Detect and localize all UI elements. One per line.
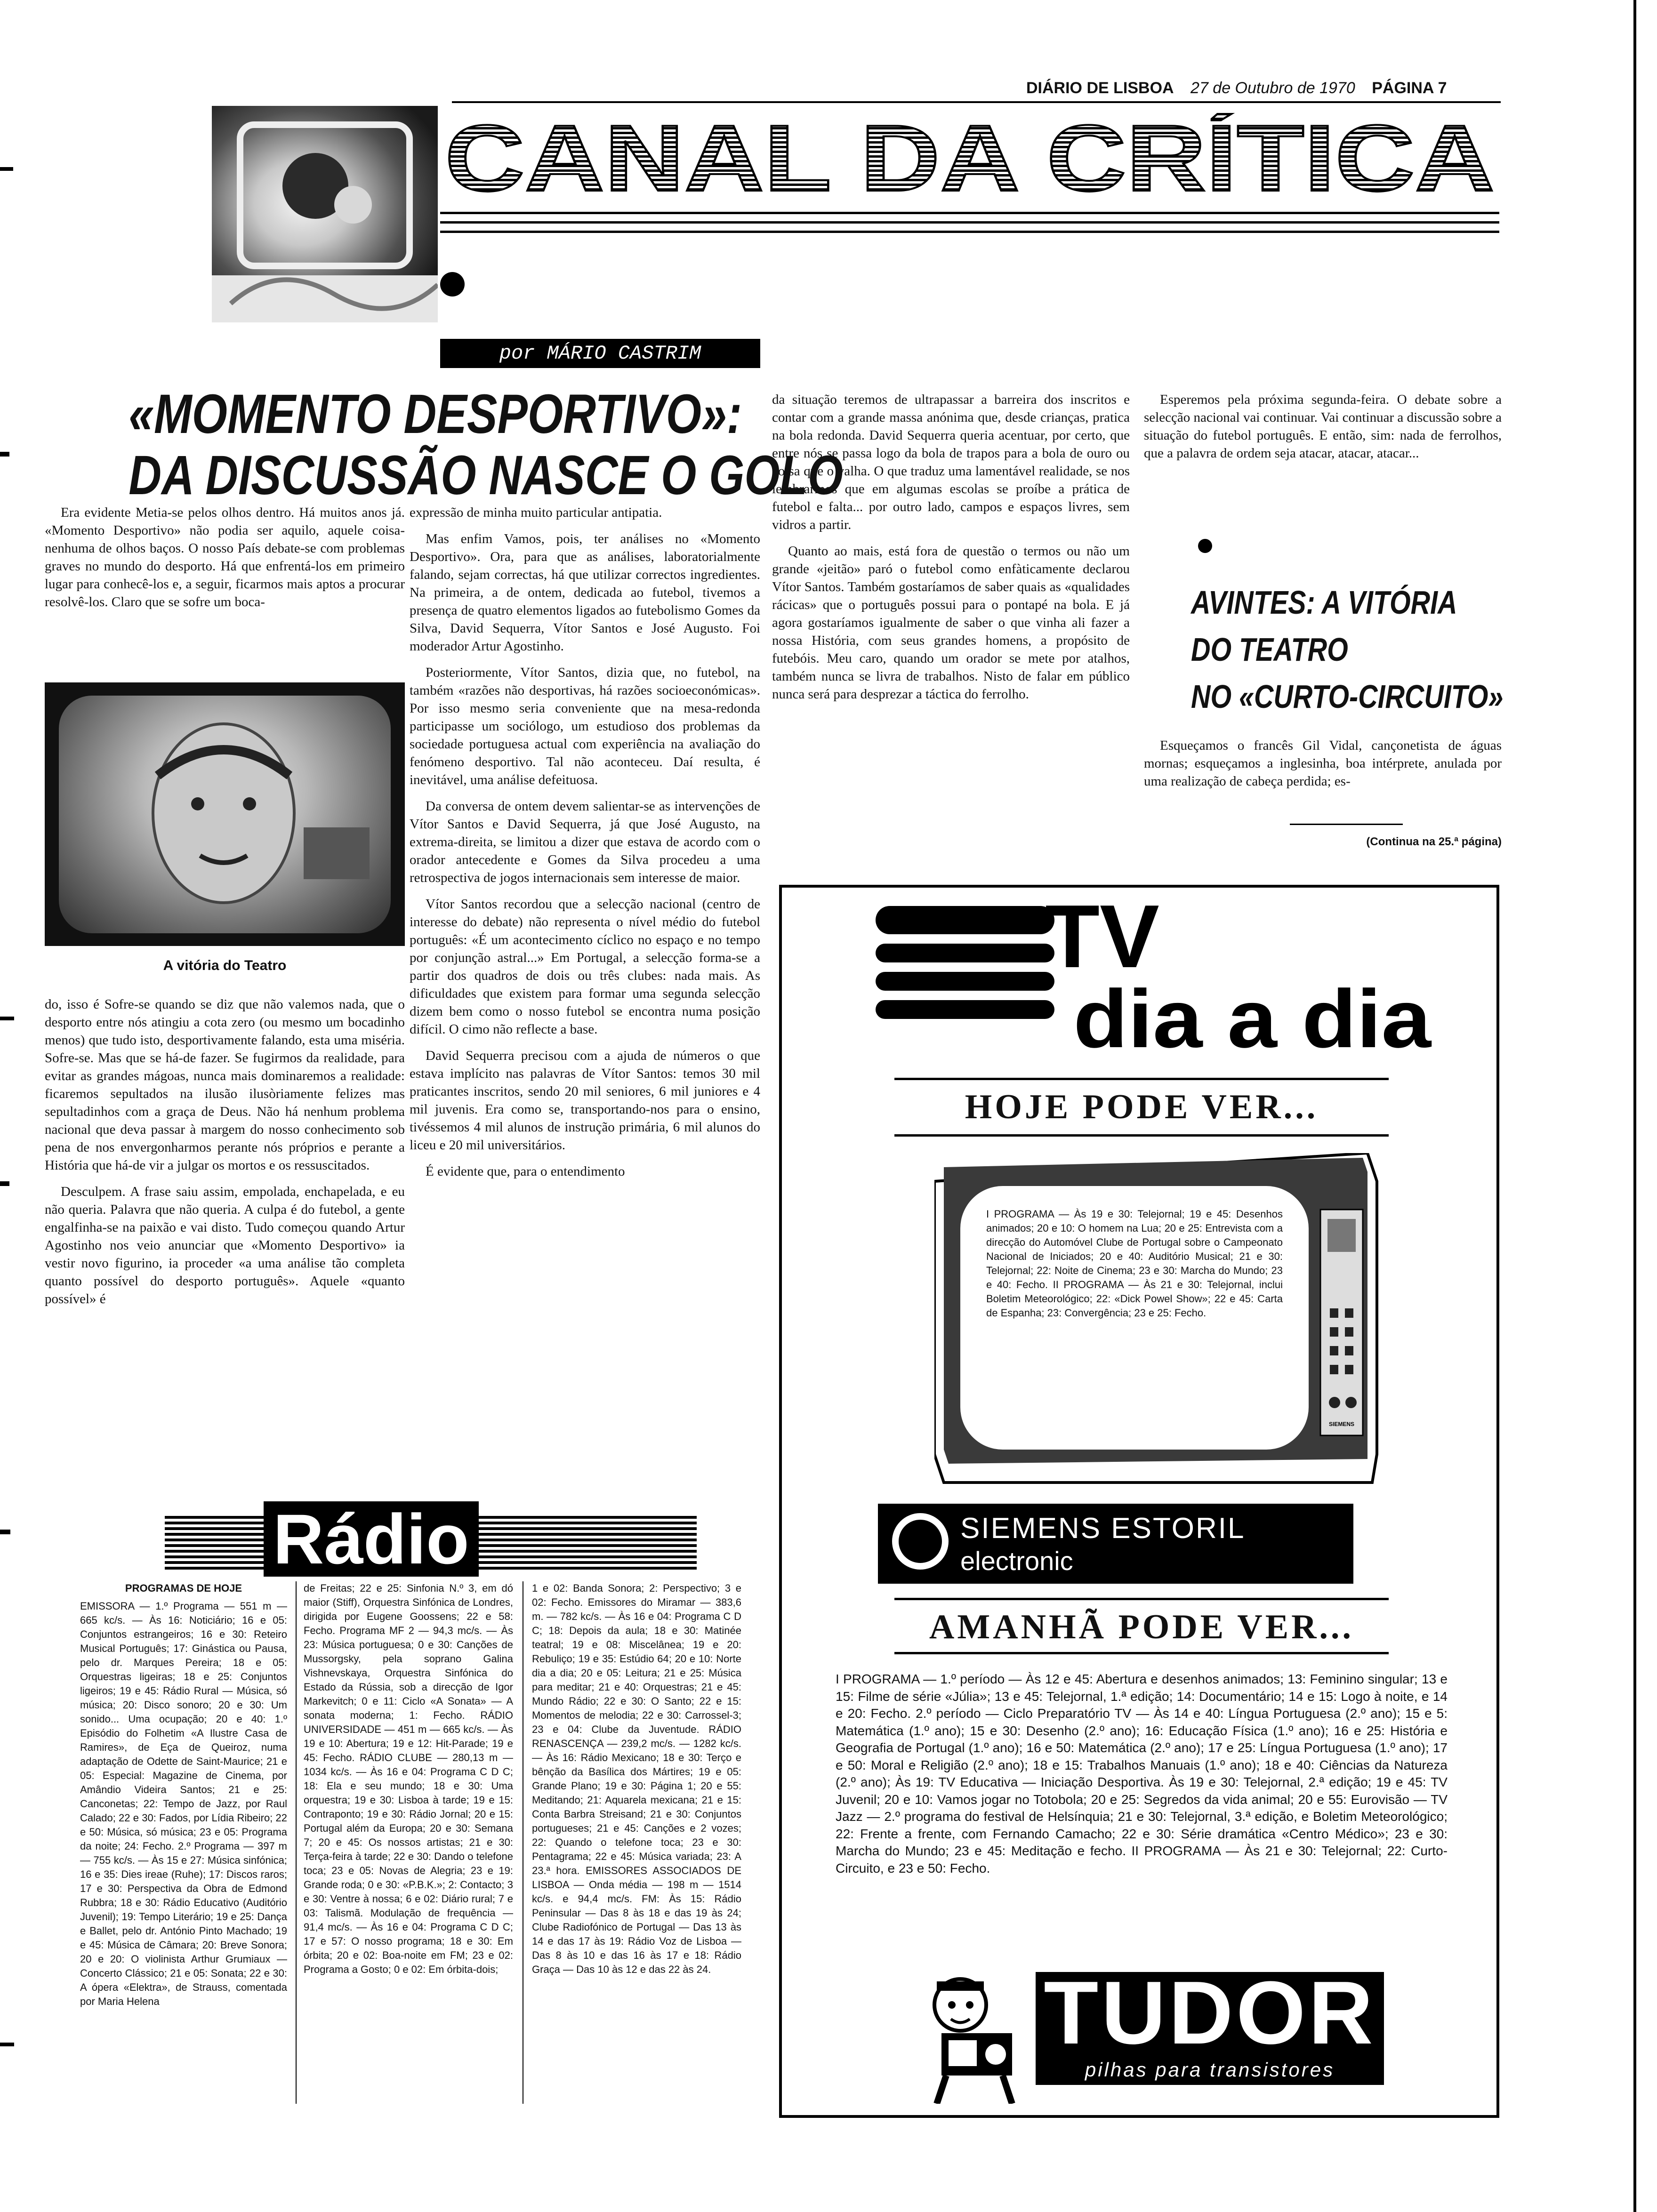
margin-mark bbox=[0, 1530, 10, 1534]
tv-set-photo-icon bbox=[212, 106, 438, 322]
tv-logo-art bbox=[871, 897, 1436, 1066]
continue-note: (Continua na 25.ª página) bbox=[1366, 835, 1502, 848]
article-headline bbox=[66, 383, 844, 506]
radio-col1 bbox=[80, 1581, 287, 2012]
sidebar-headline-line: DO TEATRO bbox=[1191, 631, 1348, 668]
banner-photo bbox=[212, 106, 438, 322]
radio-listing: de Freitas; 22 e 25: Sinfonia N.º 3, em dó maior (Stiff), Orquestra Sinfónica de Londres, dirigida por Eugene Goossens; 22 e 58: Fecho. Programa MF 2 — 94,3 mc/s. — Às 23: Música portuguesa; 0 e 30: Canções de Mussorgsky, pela soprano Galina Vishnevskaya, Orquestra Sinfónica do Estado da Rússia, sob a direcção de Igor Markevitch; 0 e 11: Ciclo «A Sonata» — A sonata moderna; 1: Fecho. RÁDIO UNIVERSIDADE — 451 m — 665 kc/s. — Às 19 e 10: Abertura; 19 e 12: Hit-Parade; 19 e 45: Fecho. RÁDIO CLUBE — 280,13 m — 1034 kc/s. — Às 16 e 04: Programa C D C; 18: Ela e seu mundo; 18 e 30: Uma orquestra; 19 e 30: Lisboa à tarde; 19 e 15: Contraponto; 19 e 30: Rádio Jornal; 20 e 15: Portugal além da Europa; 20 e 30: Semana 7; 20 e 45: Os nossos artistas; 21 e 30: Terça-feira à tarde; 22 e 30: Dando o telefone toca; 23 e 05: Novas de Alegria; 23 e 19: Grande roda; 0 e 30: «P.B.K.»; 2: Contacto; 3 e 30: Ventre à nossa; 6 e 02: Diário rural; 7 e 03: Talismã. Modulação de frequência — 91,4 mc/s. — Às 16 e 04: Programa C D C; 17 e 57: O nosso programa; 18 e 30: Em órbita; 20 e 02: Boa-noite em FM; 23 e 02: Programa a Gosto; 0 e 02: Em órbita-dois; bbox=[304, 1582, 513, 1975]
headline-line-2: DA DISCUSSÃO NASCE O GOLO bbox=[129, 444, 844, 506]
banner-rule bbox=[440, 221, 1499, 224]
paragraph: É evidente que, para o entendimento bbox=[426, 1164, 625, 1179]
photo-caption: A vitória do Teatro bbox=[163, 958, 287, 973]
bullet-icon bbox=[1198, 539, 1212, 553]
tomorrow-rule bbox=[894, 1598, 1389, 1600]
paragraph: do, isso é Sofre-se quando se diz que não valemos nada, que o desporto entre nós atingiu a cota zero (ou mesmo um bocadinho menos) que tudo isto, desportivamente falando, esta uma miséria. Sofre-se. Mas que se há-de fazer. Se fugirmos da realidade, para evitar as grandes mágoas, nunca mais dominaremos a realidade: ficaremos sepultados na ilusão ilusòriamente felizes mas sepultadinhos com a graça de Deus. Não há nenhum problema nacional que deva passar à margem do nosso conhecimento sob pena de nos envergonharmos perante nós próprios e perante a História que há-de vir a julgar os mortos e os ressuscitados. bbox=[45, 997, 405, 1173]
paragraph: da situação teremos de ultrapassar a barreira dos inscritos e contar com a grande massa anónima que, desde crianças, pratica na bola redonda. David Sequerra queria acentuar, por certo, que entre nós se passa logo da bola de trapos para a bola de ouro ou coisa que o valha. O que traduz uma lamentável realidade, se nos lembrarmos que em algumas escolas se proíbe a prática de futebol e falta... por outro lado, campos e espaços livres, sem vidros a partir. bbox=[772, 392, 1130, 532]
masthead-date: 27 de Outubro de 1970 bbox=[1190, 79, 1355, 97]
paragraph: Esqueçamos o francês Gil Vidal, cançonetista de águas mornas; esqueçamos a inglesinha, boa intérprete, anulada por uma realização de cabeça perdida; es- bbox=[1144, 738, 1502, 789]
radio-listing: 1 e 02: Banda Sonora; 2: Perspectivo; 3 e 02: Fecho. Emissores do Miramar — 383,6 m. — 782 kc/s. — Às 16 e 04: Programa C D C; 18: Depois da aula; 18 e 30: Matinée teatral; 19 e 08: Miscelânea; 19 e 20: Rebuliço; 19 e 35: Estúdio 64; 20 e 10: Norte dia a dia; 20 e 05: Leitura; 21 e 25: Música para meditar; 21 e 40: Orquestras; 21 e 45: Mundo Rádio; 22 e 30: O Santo; 22 e 15: Momentos de melodia; 22 e 30: Carrossel-3; 23 e 04: Clube da Juventude. RÁDIO RENASCENÇA — 239,2 mc/s. — 1282 kc/s. — Às 16: Rádio Mexicano; 18 e 30: Terço e bênção da Basílica dos Mártires; 19 e 05: Grande Plano; 19 e 30: Página 1; 20 e 55: Meditando; 21: Aquarela mexicana; 21 e 15: Conta Barbra Streisand; 21 e 30: Conjuntos portugueses; 21 e 45: Canções e 2 vozes; 22: Quando o telefone toca; 23 e 30: Pentagrama; 22 e 45: Música variada; 23: A 23.ª hora. EMISSORES ASSOCIADOS DE LISBOA — Onda média — 198 m — 1514 kc/s. e 94,4 mc/s. FM: Às 15: Rádio Peninsular — Das 8 às 18 e das 19 às 24; Clube Radiofónico de Portugal — Das 13 às 14 e das 17 às 19: Rádio Voz de Lisboa — Das 8 às 10 e das 16 às 17 e 18: Rádio Graça — Das 10 às 12 e das 22 às 24. bbox=[532, 1582, 741, 1975]
svg-text:SIEMENS: SIEMENS bbox=[1328, 1421, 1355, 1427]
article-col3 bbox=[772, 391, 1130, 712]
tv-screen-photo bbox=[59, 696, 391, 933]
paragraph: Era evidente Metia-se pelos olhos dentro. Há muitos anos já. «Momento Desportivo» não podia ser aquilo, aquele coisa-nenhuma de olhos baços. O nosso País debate-se com problemas graves no mundo do desporto. Há que enfrentá-los em primeiro lugar para conhecê-los e, a seguir, ficarmos mais aptos a procurar resolvê-los. Claro que se sofre um boca- bbox=[45, 505, 405, 609]
tomorrow-text: I PROGRAMA — 1.º período — Às 12 e 45: Abertura e desenhos animados; 13: Feminino singular; 13 e 15: Filme de série «Júlia»; 13 e 45: Telejornal, 1.ª edição; 14: Documentário; 14 e 15: Logo à noite, e 14 e 20: Fecho. 2.º período — Ciclo Preparatório TV — Às 14 e 40: Língua Portuguesa (2.º ano); 15 e 5: Matemática (1.º ano); 15 e 30: Desenho (2.º ano); 16: Educação Física (1.º ano); 16 e 25: História e Geografia de Portugal (1.º ano); 16 e 50: Matemática (2.º ano); 17 e 25: Língua Portuguesa (1.º ano); 17 e 50: Moral e Religião (2.º ano); 18 e 15: Trabalhos Manuais (1.º ano); 18 e 40: Ciências da Natureza (2.º ano); Às 19: TV Educativa — Iniciação Desportiva. Às 19 e 30: Telejornal, 2.ª edição; 19 e 45: TV Juvenil; 20 e 10: Vamos jogar no Totobola; 20 e 25: Segredos da vida animal; 20 e 55: Eurovisão — TV Jazz — 2.º programa do festival de Helsínquia; 21 e 30: Telejornal, 3.ª edição, e Boletim Meteorológico; 22: Frente a frente, com Fernando Camacho; 22 e 30: Série dramática «Centro Médico»; 23 e 30: Marcha do Mundo; 23 e 45: Meditação e fecho. II PROGRAMA — Às 21 e 30: Telejornal; 22: Curto-Circuito, e 23 e 50: Fecho. bbox=[836, 1672, 1448, 1875]
masthead-rule bbox=[452, 101, 1501, 103]
today-rule bbox=[894, 1078, 1389, 1080]
paragraph: Mas enfim Vamos, pois, ter análises no «Momento Desportivo». Ora, para que as análises, laboratorialmente falando, sejam correctas, há que utilizar correctos ingredientes. Na primeira, a de ontem, dedicada ao futebol, tivemos a presença de quatro elementos ligados ao futebolismo Gomes da Silva, David Sequerra, Vítor Santos e José Augusto. Foi moderador Artur Agostinho. bbox=[410, 531, 760, 654]
radio-divider bbox=[296, 1581, 297, 2104]
paragraph: Posteriormente, Vítor Santos, dizia que, no futebol, na também «razões não desportivas, há razões socioeconómicas». Por isso mesmo seria conveniente que na mesa-redonda participasse um sociólogo, um estudioso dos problemas da sociedade portuguesa actual com experiência na avaliação do fenómeno desportivo. Tal não aconteceu. Daí resulta, é inevitável, uma análise defeituosa. bbox=[410, 665, 760, 787]
tudor-slogan: pilhas para transistores bbox=[1085, 2059, 1335, 2081]
tv-logo bbox=[871, 897, 1436, 1066]
svg-text:TV: TV bbox=[1045, 897, 1159, 986]
margin-mark bbox=[0, 2043, 14, 2046]
radio-programs-title: PROGRAMAS DE HOJE bbox=[125, 1582, 242, 1594]
svg-text:CANAL DA CRÍTICA: CANAL DA CRÍTICA bbox=[445, 113, 1495, 198]
paragraph: Esperemos pela próxima segunda-feira. O debate sobre a selecção nacional vai continuar. Vai continuar a discussão sobre a situação do futebol português. E então, sim: nada de ferrolhos, que a palavra de ordem seja atacar, atacar, atacar... bbox=[1144, 392, 1502, 461]
person-face-photo-icon bbox=[59, 696, 391, 933]
tomorrow-header: AMANHÃ PODE VER... bbox=[929, 1608, 1354, 1646]
banner-title bbox=[440, 113, 1499, 198]
today-rule bbox=[894, 1134, 1389, 1137]
margin-mark bbox=[0, 1017, 14, 1020]
siemens-line2: electronic bbox=[960, 1546, 1073, 1576]
masthead bbox=[1026, 79, 1497, 102]
sidebar-rule bbox=[1290, 824, 1403, 825]
tudor-ad bbox=[909, 1963, 1389, 2104]
article-col4 bbox=[1144, 391, 1502, 471]
article-col1-top bbox=[45, 504, 405, 619]
mascot-icon bbox=[909, 1963, 1050, 2104]
radio-col3 bbox=[532, 1581, 741, 1980]
headline-line-1: «MOMENTO DESPORTIVO»: bbox=[129, 383, 742, 445]
masthead-paper: DIÁRIO DE LISBOA bbox=[1026, 79, 1174, 97]
sidebar-text bbox=[1144, 737, 1502, 799]
paragraph: Vítor Santos recordou que a selecção nacional (centro de interesse do debate) não representa o nível médio do futebol português: «É um acontecimento cíclico no espaço e no tempo por conjunção astral...» Em Portugal, a selecção forma-se a partir dos quadros de dois ou três clubes: nada mais. As dificuldades que existem para formar uma segunda selecção dizem bem como o nosso futebol se encontra numa posição difícil. O cimo não reflecte a base. bbox=[410, 897, 760, 1037]
paragraph: expressão de minha muito particular antipatia. bbox=[410, 505, 662, 520]
tv-set bbox=[934, 1153, 1386, 1492]
paragraph: Quanto ao mais, está fora de questão o termos ou não um grande «jeitão» paró o futebol como enfàticamente declarou Vítor Santos. Também gostaríamos de saber quais as «qualidades rácicas» que o português possui para o pontapé na bola. E já agora gostaríamos igualmente de saber o que vinha ali fazer a nossa História, com seus grandes homens, a propósito de futebóis. Meu caro, quando um orador se mete por atalhos, também nunca se livra de trabalhos. Nisto de falar em público nunca será para desprezar a táctica do ferrolho. bbox=[772, 544, 1130, 702]
banner-rule bbox=[440, 231, 1499, 233]
sidebar-headline-line: AVINTES: A VITÓRIA bbox=[1191, 584, 1457, 621]
svg-text:dia a dia: dia a dia bbox=[1073, 973, 1432, 1065]
today-header: HOJE PODE VER... bbox=[965, 1088, 1319, 1126]
siemens-logo-icon bbox=[892, 1513, 949, 1570]
radio-col2 bbox=[304, 1581, 513, 1980]
paragraph: David Sequerra precisou com a ajuda de números o que estava implícito nas palavras de Vítor Santos: temos 30 mil praticantes inscritos, sendo 20 mil seniores, 6 mil juniores e 4 mil juvenis. Era como se, transportando-nos para o ensino, tivéssemos 4 mil alunos de instrução primária, 6 mil alunos do liceu e 20 mil universitários. bbox=[410, 1048, 760, 1153]
bullet-icon bbox=[440, 272, 465, 297]
siemens-banner bbox=[878, 1504, 1353, 1584]
sidebar-headline bbox=[1191, 579, 1502, 720]
byline: por MÁRIO CASTRIM bbox=[440, 339, 760, 368]
margin-mark bbox=[0, 452, 9, 457]
tudor-brand-text: TUDOR bbox=[1044, 1963, 1376, 2063]
tomorrow-rule bbox=[894, 1652, 1389, 1654]
banner-rule bbox=[440, 212, 1499, 214]
siemens-line1: SIEMENS ESTORIL bbox=[960, 1512, 1246, 1545]
radio-header: Rádio bbox=[264, 1501, 479, 1577]
radio-listing: EMISSORA — 1.º Programa — 551 m — 665 kc/s. — Às 16: Noticiário; 16 e 05: Conjuntos estrangeiros; 16 e 30: Reteiro Musical Português; 17: Ginástica ou Pausa, pelo dr. Marques Pereira; 18 e 05: Orquestras ligeiras; 18 e 25: Conjuntos ligeiros; 19 e 45: Rádio Rural — Música, só música; 20: Disco sonoro; 20 e 30: Um sonido... Uma ocupação; 20 e 40: 1.º Episódio do Folhetim «A Ilustre Casa de Ramires», de Eça de Queiroz, numa adaptação de Odette de Saint-Maurice; 21 e 05: Especial: Magazine de Cinema, por Amândio Videira Santos; 21 e 25: Canconetas; 22: Tempo de Jazz, por Raul Calado; 22 e 30: Fados, por Lídia Ribeiro; 22 e 50: Música, só música; 23 e 05: Programa da noite; 24: Fecho. 2.º Programa — 397 m — 755 kc/s. — Às 15 e 27: Música sinfónica; 16 e 35: Dies ireae (Ruhe); 17: Discos raros; 17 e 30: Perspectiva da Obra de Edmond Rubbra; 18 e 30: Rádio Educativo (Auditório Juvenil); 19: Tempo Literário; 19 e 25: Dança e Ballet, pelo dr. António Pinto Machado; 19 e 45: Música de Câmara; 20: Breve Sonora; 20 e 20: O violinista Arthur Grumiaux — Concerto Clássico; 21 e 05: Sonata; 22 e 30: A ópera «Elektra», de Strauss, comentada por Maria Helena bbox=[80, 1600, 287, 2007]
page-right-rule bbox=[1633, 0, 1636, 2212]
article-photo bbox=[45, 682, 405, 946]
paragraph: Desculpem. A frase saiu assim, empolada, enchapelada, e eu não queria. Palavra que não queria. A culpa é do futebol, a gente engalfinha-se na paixão e vai disto. Tudo começou quando Artur Agostinho nos veio anunciar que «Momento Desportivo» ia vestir novo figurino, ia proceder «a uma análise tão completa quanto possível do desporto português». Aquele «quanto possível» é bbox=[45, 1184, 405, 1306]
article-col1-bottom bbox=[45, 995, 405, 1316]
tv-box bbox=[779, 885, 1499, 2118]
paragraph: Da conversa de ontem devem salientar-se as intervenções de Vítor Santos e David Sequerra, já que José Augusto, na extrema-direita, se limitou a dizer que estava de acordo com o orador antecedente e Gomes da Silva procedeu a uma retrospectiva de jogos internacionais sem interesse de maior. bbox=[410, 799, 760, 885]
sidebar-headline-line: NO «CURTO-CIRCUITO» bbox=[1191, 678, 1504, 715]
margin-mark bbox=[0, 1181, 9, 1186]
margin-mark bbox=[0, 167, 13, 171]
banner-title-art bbox=[440, 113, 1499, 198]
tv-screen-text: I PROGRAMA — Às 19 e 30: Telejornal; 19 e 45: Desenhos animados; 20 e 10: O homem na Lua; 20 e 25: Entrevista com a direcção do Automóvel Clube de Portugal sobre o Campeonato Nacional de Iniciados; 20 e 40: Auditório Musical; 21 e 30: Telejornal; 22: Noite de Cinema; 23 e 30: Marcha do Mundo; 23 e 40: Fecho. II PROGRAMA — Às 21 e 30: Telejornal, inclui Boletim Meteorológico; 22: «Dick Powel Show»; 22 e 45: Carta de Espanha; 23: Convergência; 23 e 25: Fecho. bbox=[986, 1208, 1283, 1319]
article-col2 bbox=[410, 504, 760, 1189]
masthead-page: PÁGINA 7 bbox=[1372, 79, 1447, 97]
